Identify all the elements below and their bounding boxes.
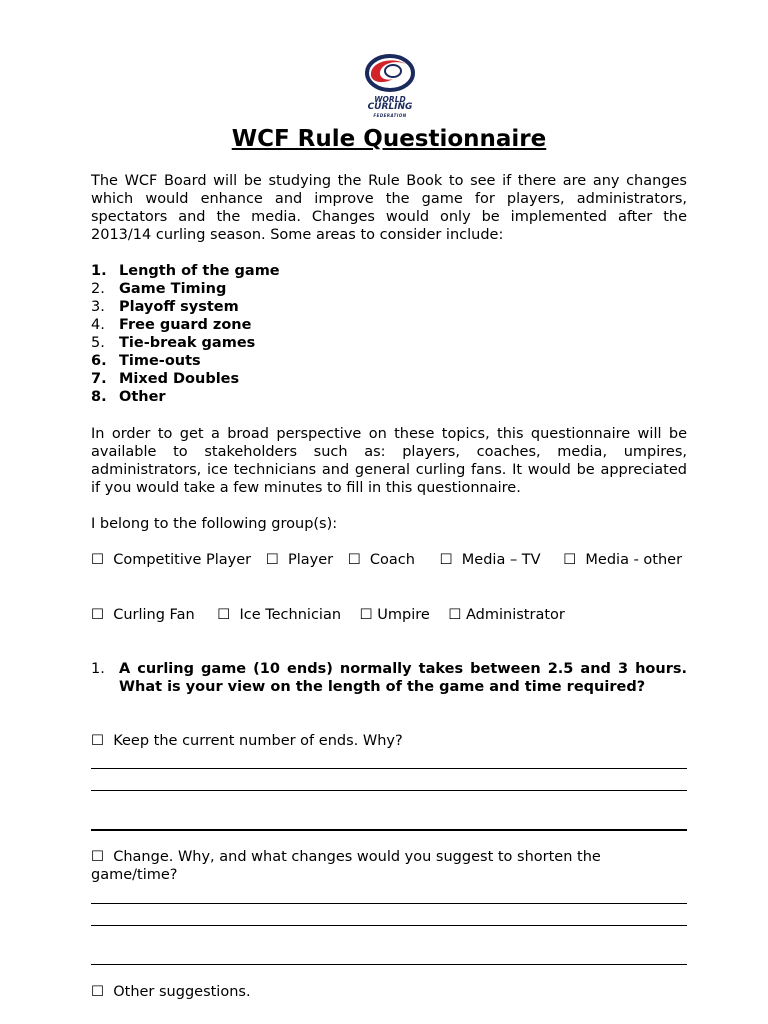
group-option-coach[interactable]: ☐ Coach	[347, 552, 415, 568]
logo-text-world: WORLD	[374, 95, 406, 104]
logo-text-federation: FEDERATION	[373, 113, 407, 118]
answer-line[interactable]	[91, 925, 687, 926]
answer-option-label: Other suggestions.	[113, 984, 251, 1000]
topic-label: Tie-break games	[119, 335, 256, 351]
group-prompt: I belong to the following group(s):	[91, 516, 338, 532]
group-option-curling-fan[interactable]: ☐ Curling Fan	[91, 607, 195, 623]
list-item: 8. Other	[91, 389, 166, 405]
group-option-media-other[interactable]: ☐ Media - other	[563, 552, 683, 568]
checkbox[interactable]: ☐	[265, 552, 279, 568]
topic-label: Other	[119, 389, 166, 405]
group-option-administrator[interactable]: ☐ Administrator	[448, 607, 565, 623]
group-options-row-1	[91, 551, 687, 569]
checkbox[interactable]: ☐	[563, 552, 577, 568]
answer-line[interactable]	[91, 768, 687, 769]
answer-line[interactable]	[91, 790, 687, 791]
logo-text-curling: CURLING	[367, 102, 413, 112]
group-option-competitive-player[interactable]: ☐ Competitive Player	[91, 552, 252, 568]
list-item: 4. Free guard zone	[91, 317, 252, 333]
group-option-player[interactable]: ☐ Player	[265, 552, 334, 568]
checkbox[interactable]: ☐	[91, 733, 104, 749]
list-item: 5. Tie-break games	[91, 335, 256, 351]
checkbox[interactable]: ☐	[91, 984, 104, 1000]
checkbox[interactable]: ☐	[91, 849, 104, 865]
page-title: WCF Rule Questionnaire	[231, 126, 547, 152]
topic-label: Game Timing	[119, 281, 227, 297]
list-item: 1. Length of the game	[91, 263, 280, 279]
checkbox[interactable]: ☐	[439, 552, 453, 568]
list-item: 6. Time-outs	[91, 353, 201, 369]
group-options-row-2	[91, 606, 687, 624]
group-option-media-tv[interactable]: ☐ Media – TV	[439, 552, 541, 568]
wcf-logo	[362, 54, 418, 118]
curling-rings-icon	[362, 54, 418, 98]
question-text: A curling game (10 ends) normally takes between 2.5 and 3 hours. What is your view on the length of the game and time required?	[119, 661, 687, 695]
answer-line[interactable]	[91, 964, 687, 965]
answer-option-other[interactable]	[91, 983, 687, 1001]
answer-option-label: Change. Why, and what changes would you suggest to shorten the game/time?	[91, 849, 601, 883]
topic-label: Time-outs	[119, 353, 201, 369]
topic-label: Mixed Doubles	[119, 371, 240, 387]
checkbox[interactable]: ☐	[448, 607, 462, 623]
checkbox[interactable]: ☐	[359, 607, 373, 623]
group-option-umpire[interactable]: ☐ Umpire	[359, 607, 430, 623]
intro-paragraph: The WCF Board will be studying the Rule Book to see if there are any changes which would enhance and improve the game for players, administrators, spectators and the media. Changes would only be implemented after the 2013/14 curling season. Some areas to consider include:	[91, 173, 687, 243]
checkbox[interactable]: ☐	[217, 607, 231, 623]
question-1	[91, 660, 687, 696]
answer-option-change[interactable]	[91, 848, 687, 884]
checkbox[interactable]: ☐	[91, 552, 104, 568]
checkbox[interactable]: ☐	[347, 552, 361, 568]
list-item: 3. Playoff system	[91, 299, 239, 315]
group-option-ice-technician[interactable]: ☐ Ice Technician	[217, 607, 342, 623]
topics-list	[91, 262, 687, 406]
answer-line[interactable]	[91, 829, 687, 831]
answer-line[interactable]	[91, 903, 687, 904]
question-number: 1.	[91, 661, 105, 677]
list-item: 7. Mixed Doubles	[91, 371, 240, 387]
perspective-paragraph: In order to get a broad perspective on these topics, this questionnaire will be available to stakeholders such as: players, coaches, media, umpires, administrators, ice technicians and general curling fans. It would be appreciated if you would take a few minutes to fill in this questionnaire.	[91, 426, 687, 496]
list-item: 2. Game Timing	[91, 281, 227, 297]
topic-label: Free guard zone	[119, 317, 252, 333]
topic-label: Length of the game	[119, 263, 280, 279]
answer-option-keep[interactable]	[91, 732, 687, 750]
answer-option-label: Keep the current number of ends. Why?	[113, 733, 403, 749]
checkbox[interactable]: ☐	[91, 607, 104, 623]
topic-label: Playoff system	[119, 299, 239, 315]
